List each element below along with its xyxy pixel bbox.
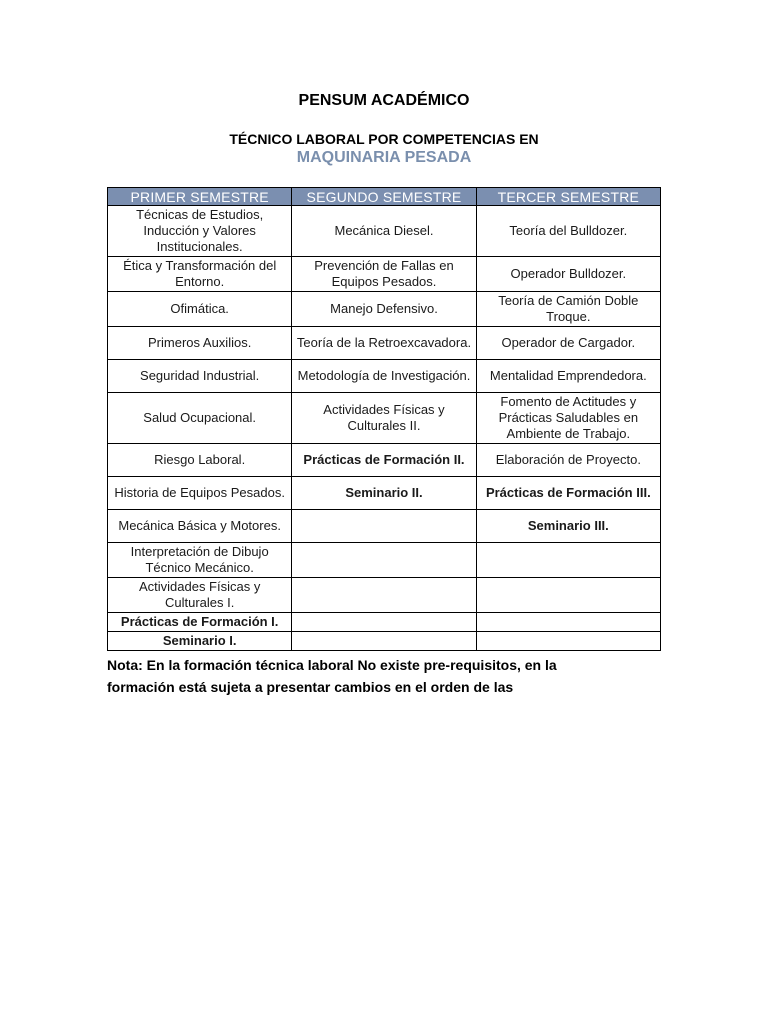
table-cell: Metodología de Investigación. xyxy=(292,360,476,393)
table-cell: Teoría del Bulldozer. xyxy=(476,206,660,257)
table-cell xyxy=(292,510,476,543)
table-cell xyxy=(292,543,476,578)
table-row xyxy=(108,444,661,477)
table-row xyxy=(108,360,661,393)
note-paragraph xyxy=(107,654,667,698)
table-cell: Actividades Físicas y Culturales I. xyxy=(108,578,292,613)
note-line: formación está sujeta a presentar cambios en el orden de las xyxy=(107,679,514,695)
table-cell: Actividades Físicas y Culturales II. xyxy=(292,393,476,444)
table-cell: Riesgo Laboral. xyxy=(108,444,292,477)
table-row xyxy=(108,510,661,543)
table-cell: Interpretación de Dibujo Técnico Mecánico. xyxy=(108,543,292,578)
note-line: Nota: En la formación técnica laboral No existe pre-requisitos, en la xyxy=(107,657,557,673)
table-cell: Técnicas de Estudios, Inducción y Valores Institucionales. xyxy=(108,206,292,257)
table-row xyxy=(108,632,661,651)
table-cell xyxy=(476,578,660,613)
table-cell: Mentalidad Emprendedora. xyxy=(476,360,660,393)
table-cell: Manejo Defensivo. xyxy=(292,292,476,327)
table-cell-practicas: Prácticas de Formación I. xyxy=(108,613,292,632)
table-row xyxy=(108,206,661,257)
table-cell xyxy=(476,632,660,651)
table-cell xyxy=(292,613,476,632)
page-title: PENSUM ACADÉMICO xyxy=(298,92,470,109)
table-cell: Ética y Transformación del Entorno. xyxy=(108,257,292,292)
program-name: MAQUINARIA PESADA xyxy=(296,149,472,166)
table-cell: Operador Bulldozer. xyxy=(476,257,660,292)
table-row xyxy=(108,578,661,613)
table-cell: Elaboración de Proyecto. xyxy=(476,444,660,477)
table-row xyxy=(108,257,661,292)
table-cell: Ofimática. xyxy=(108,292,292,327)
table-cell: Mecánica Diesel. xyxy=(292,206,476,257)
header-tercer-semestre: TERCER SEMESTRE xyxy=(476,188,660,206)
table-row xyxy=(108,543,661,578)
table-row xyxy=(108,292,661,327)
table-cell: Operador de Cargador. xyxy=(476,327,660,360)
table-cell: Salud Ocupacional. xyxy=(108,393,292,444)
table-row xyxy=(108,327,661,360)
table-cell-seminario: Seminario I. xyxy=(108,632,292,651)
page-subtitle: TÉCNICO LABORAL POR COMPETENCIAS EN xyxy=(229,131,539,147)
table-row xyxy=(108,477,661,510)
table-cell: Mecánica Básica y Motores. xyxy=(108,510,292,543)
table-cell-practicas: Prácticas de Formación III. xyxy=(476,477,660,510)
table-cell-seminario: Seminario II. xyxy=(292,477,476,510)
table-row xyxy=(108,613,661,632)
table-row xyxy=(108,393,661,444)
header-primer-semestre: PRIMER SEMESTRE xyxy=(108,188,292,206)
table-cell: Historia de Equipos Pesados. xyxy=(108,477,292,510)
table-cell xyxy=(292,632,476,651)
header-segundo-semestre: SEGUNDO SEMESTRE xyxy=(292,188,476,206)
table-cell-seminario: Seminario III. xyxy=(476,510,660,543)
table-cell-practicas: Prácticas de Formación II. xyxy=(292,444,476,477)
table-cell xyxy=(476,613,660,632)
table-cell: Teoría de Camión Doble Troque. xyxy=(476,292,660,327)
table-cell: Fomento de Actitudes y Prácticas Saludables en Ambiente de Trabajo. xyxy=(476,393,660,444)
table-cell: Prevención de Fallas en Equipos Pesados. xyxy=(292,257,476,292)
table-cell: Seguridad Industrial. xyxy=(108,360,292,393)
table-cell xyxy=(292,578,476,613)
table-cell: Teoría de la Retroexcavadora. xyxy=(292,327,476,360)
table-cell xyxy=(476,543,660,578)
table-cell: Primeros Auxilios. xyxy=(108,327,292,360)
table-header-row xyxy=(108,188,661,206)
pensum-table xyxy=(107,187,661,651)
